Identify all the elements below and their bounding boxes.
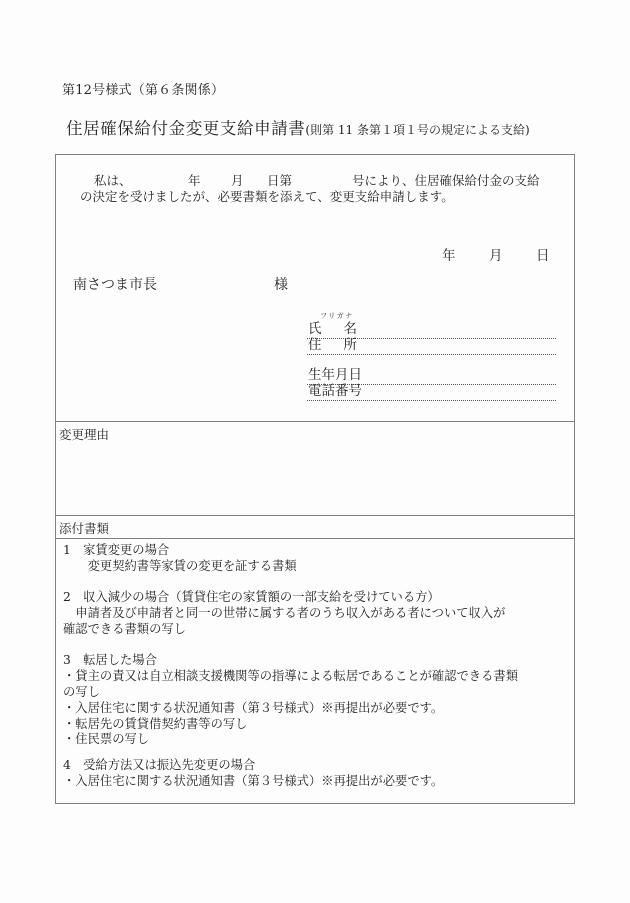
furigana-label: フリガナ	[320, 312, 354, 320]
attachment-line: 4 受給方法又は振込先変更の場合	[63, 758, 256, 772]
divider-reason	[56, 421, 574, 422]
attachment-line: ・住民票の写し	[63, 732, 150, 746]
declaration-day-number: 日第	[267, 173, 293, 188]
addressee-honorific: 様	[274, 277, 288, 293]
name-label: 氏名	[308, 321, 379, 337]
form-number: 第12号様式（第６条関係）	[62, 83, 225, 98]
attachment-line: 変更契約書等家賃の変更を証する書類	[63, 559, 297, 573]
attachment-line: 申請者及び申請者と同一の世帯に属する者のうち収入がある者について収入が	[63, 606, 506, 620]
declaration-month: 月	[231, 173, 244, 188]
application-form-box	[55, 154, 575, 804]
declaration-suffix: 号により、住居確保給付金の支給	[352, 173, 540, 188]
divider-attachments-list	[56, 538, 574, 539]
declaration-year: 年	[188, 173, 201, 188]
divider-attachments	[56, 515, 574, 516]
declaration-prefix: 私は、	[94, 173, 132, 188]
document-title	[66, 115, 530, 139]
attachment-line: 確認できる書類の写し	[63, 622, 186, 636]
title-subtitle: (則第 11 条第１項１号の規定による支給)	[305, 123, 530, 137]
declaration-line2: の決定を受けましたが、必要書類を添えて、変更支給申請します。	[80, 189, 454, 204]
attachment-line: ・入居住宅に関する状況通知書（第３号様式）※再提出が必要です。	[63, 701, 444, 715]
attachments-label: 添付書類	[59, 521, 110, 536]
phone-label: 電話番号	[308, 383, 362, 399]
address-field[interactable]	[307, 338, 556, 355]
date-month: 月	[489, 248, 503, 264]
date-year: 年	[442, 248, 456, 264]
attachment-line: の写し	[63, 685, 100, 699]
date-day: 日	[536, 248, 550, 264]
title-main: 住居確保給付金変更支給申請書	[66, 119, 306, 138]
phone-field[interactable]	[307, 384, 556, 401]
attachment-line: ・入居住宅に関する状況通知書（第３号様式）※再提出が必要です。	[63, 774, 444, 788]
attachment-line: 2 収入減少の場合（賃貸住宅の家賃額の一部支給を受けている方）	[63, 590, 440, 604]
attachment-line: ・貸主の責又は自立相談支援機関等の指導による転居であることが確認できる書類	[63, 669, 518, 683]
change-reason-label: 変更理由	[59, 427, 110, 442]
change-reason-input[interactable]	[56, 442, 574, 514]
addressee-name: 南さつま市長	[73, 277, 157, 293]
address-label: 住所	[308, 337, 379, 353]
birthdate-label: 生年月日	[308, 367, 362, 383]
attachment-line: 3 転居した場合	[63, 653, 157, 667]
attachment-line: 1 家賃変更の場合	[63, 543, 170, 557]
attachment-line: ・転居先の賃貸借契約書等の写し	[63, 717, 248, 731]
